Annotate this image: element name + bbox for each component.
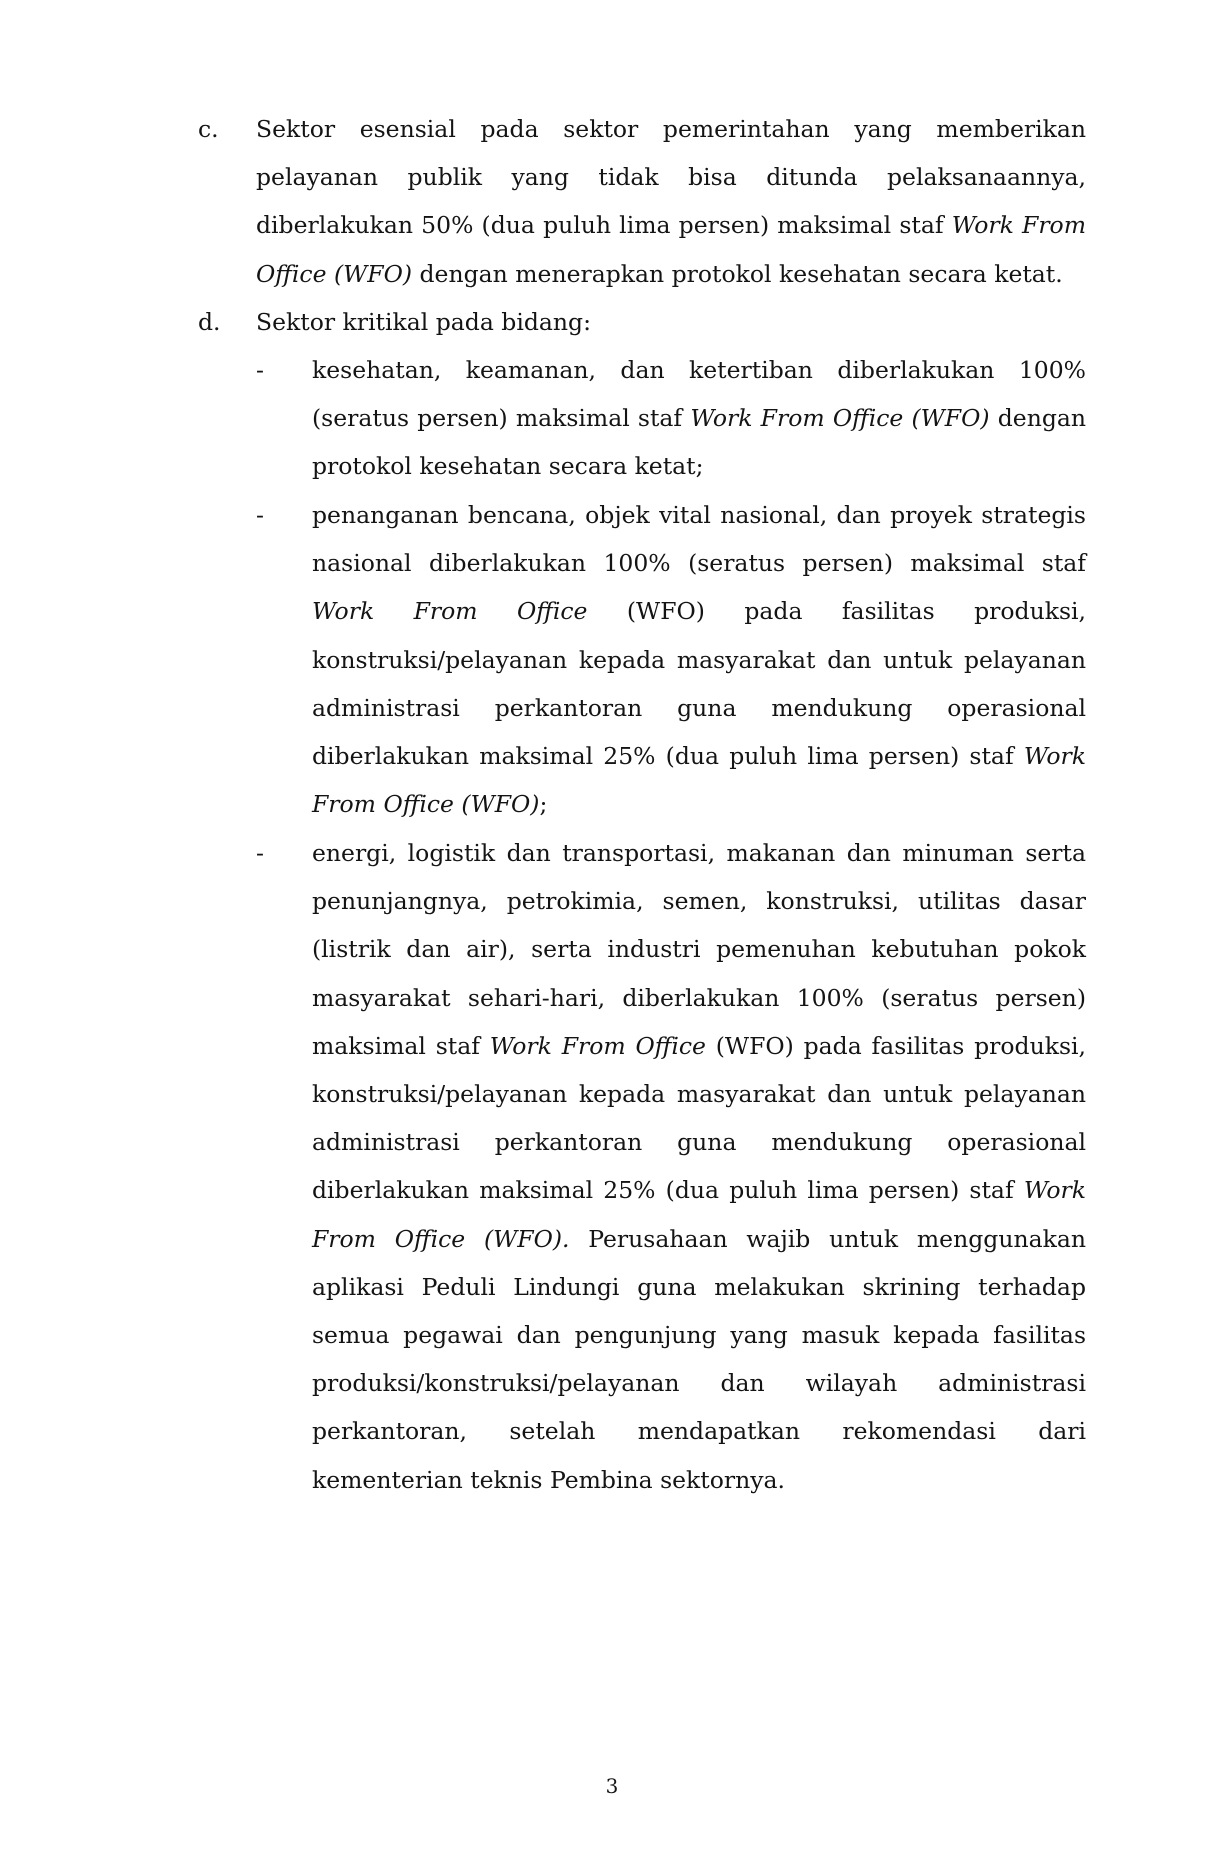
sub-item-3-italic-wfo-2: Work From Office (WFO). (312, 1176, 1086, 1253)
sub-item-1-italic-wfo: Work From Office (WFO) (690, 404, 990, 433)
sub-item-2-text-part-1: penanganan bencana, objek vital nasional, dan proyek strategis nasional diberlakukan 100% (seratus persen) maksimal staf (312, 501, 1086, 578)
sub-item-1-text-part-2: dengan protokol kesehatan secara ketat; (312, 404, 1087, 481)
sub-item-1-dash: - (256, 356, 264, 384)
list-item-d (198, 298, 1086, 348)
sub-item-2-italic-wfo-2: Work From Office (WFO) (312, 742, 1086, 819)
sub-item-3-italic-wfo-1: Work From Office (489, 1031, 706, 1060)
list-item-c (198, 105, 1086, 305)
sub-item-1-text (312, 346, 1086, 491)
item-c-text-part-1: Sektor esensial pada sektor pemerintahan yang memberikan pelayanan publik yang tidak bisa ditunda pelaksanaannya, diberlakukan 50% (dua puluh lima persen) maksimal staf (256, 115, 1086, 240)
list-marker-c: c. (198, 115, 219, 143)
sub-item-3-text (312, 829, 1086, 1504)
sub-item-2-text-part-2: (WFO) pada fasilitas produksi, konstruksi/pelayanan kepada masyarakat dan untuk pelayanan administrasi perkantoran guna mendukung operasional diberlakukan maksimal 25% (dua puluh lima persen) staf (312, 597, 1086, 771)
sub-item-2-italic-wfo-1: Work From Office (312, 597, 588, 626)
sub-item-3-dash: - (256, 839, 264, 867)
sub-item-1-text-part-1: kesehatan, keamanan, dan ketertiban diberlakukan 100% (seratus persen) maksimal staf (312, 356, 1086, 433)
sub-item-3-text-part-1: energi, logistik dan transportasi, makanan dan minuman serta penunjangnya, petrokimia, semen, konstruksi, utilitas dasar (listrik dan air), serta industri pemenuhan kebutuhan pokok masyarakat sehari-hari, diberlakukan 100% (seratus persen) maksimal staf (312, 839, 1086, 1060)
list-item-d-heading: Sektor kritikal pada bidang: (256, 308, 592, 336)
item-c-italic-wfo: Work From Office (WFO) (256, 211, 1086, 288)
list-item-c-text (256, 105, 1086, 298)
sub-item-2-text (312, 491, 1086, 828)
sub-item-3-text-part-2: (WFO) pada fasilitas produksi, konstruksi/pelayanan kepada masyarakat dan untuk pelayanan administrasi perkantoran guna mendukung operasional diberlakukan maksimal 25% (dua puluh lima persen) staf (312, 1031, 1086, 1205)
list-marker-d: d. (198, 308, 221, 336)
sub-item-3-text-part-3: Perusahaan wajib untuk menggunakan aplikasi Peduli Lindungi guna melakukan skrining terhadap semua pegawai dan pengunjung yang masuk kepada fasilitas produksi/konstruksi/pelayanan dan wilayah administrasi perkantoran, setelah mendapatkan rekomendasi dari kementerian teknis Pembina sektornya. (312, 1224, 1086, 1494)
page-number: 3 (605, 1774, 619, 1798)
sub-item-2-text-part-3: ; (539, 790, 548, 819)
sub-item-2-dash: - (256, 501, 264, 529)
item-c-text-part-2: dengan menerapkan protokol kesehatan secara ketat. (412, 259, 1063, 288)
